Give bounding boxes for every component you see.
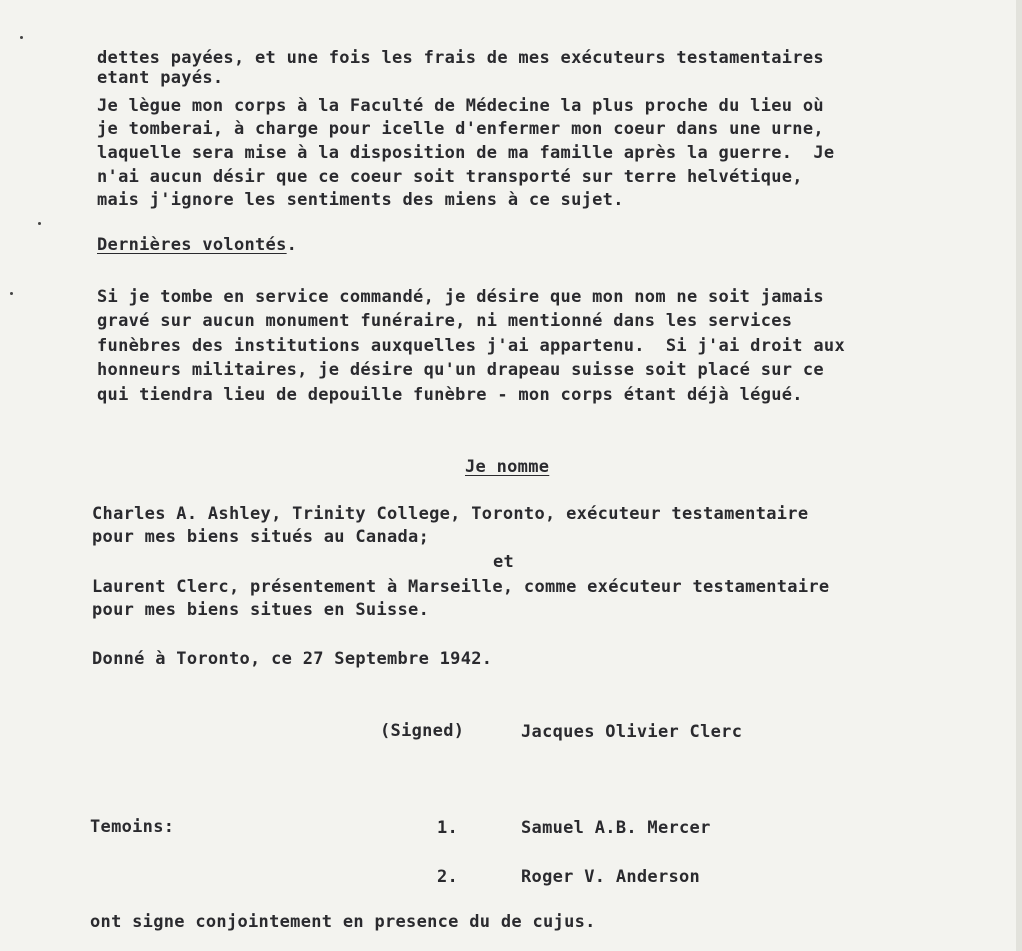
- last-wishes-line: Si je tombe en service commandé, je désire que mon nom ne soit jamais: [97, 287, 824, 307]
- body-line: mais j'ignore les sentiments des miens à ce sujet.: [97, 190, 624, 210]
- witnesses-label: Temoins:: [90, 817, 175, 837]
- body-line: n'ai aucun désir que ce coeur soit transporté sur terre helvétique,: [97, 167, 803, 187]
- body-line: Je lègue mon corps à la Faculté de Médecine la plus proche du lieu où: [97, 96, 824, 116]
- signature-name: Jacques Olivier Clerc: [521, 722, 743, 742]
- witness-name: Roger V. Anderson: [521, 867, 701, 887]
- page-edge-shadow: [1016, 0, 1022, 951]
- date-line: Donné à Toronto, ce 27 Septembre 1942.: [92, 649, 493, 669]
- witness-number: 1.: [437, 818, 459, 838]
- body-line: je tomberai, à charge pour icelle d'enfermer mon coeur dans une urne,: [97, 119, 824, 139]
- witness-name: Samuel A.B. Mercer: [521, 818, 711, 838]
- signature-label: (Signed): [380, 721, 465, 741]
- witness-number: 2.: [437, 867, 459, 887]
- executor-canada-line: Charles A. Ashley, Trinity College, Toronto, exécuteur testamentaire: [92, 504, 809, 524]
- section-heading-appointment: Je nomme: [465, 457, 550, 477]
- last-wishes-line: gravé sur aucun monument funéraire, ni mentionné dans les services: [97, 311, 793, 331]
- last-wishes-line: funèbres des institutions auxquelles j'ai appartenu. Si j'ai droit aux: [97, 336, 845, 356]
- body-line: dettes payées, et une fois les frais de mes exécuteurs testamentaires: [97, 48, 824, 68]
- last-wishes-line: qui tiendra lieu de depouille funèbre - mon corps étant déjà légué.: [97, 385, 803, 405]
- last-wishes-heading-suffix: .: [286, 235, 298, 255]
- scan-speck: [38, 222, 41, 225]
- conjunction-et: et: [493, 552, 515, 572]
- last-wishes-heading-text: Dernières volontés: [97, 235, 287, 255]
- executor-switzerland-line: Laurent Clerc, présentement à Marseille, comme exécuteur testamentaire: [92, 577, 830, 597]
- body-line: etant payés.: [97, 68, 224, 88]
- last-wishes-line: honneurs militaires, je désire qu'un drapeau suisse soit placé sur ce: [97, 360, 824, 380]
- executor-canada-line: pour mes biens situés au Canada;: [92, 527, 430, 547]
- scan-speck: [10, 292, 13, 295]
- body-line: laquelle sera mise à la disposition de ma famille après la guerre. Je: [97, 143, 835, 163]
- executor-switzerland-line: pour mes biens situes en Suisse.: [92, 600, 430, 620]
- scan-speck: [20, 36, 23, 39]
- witnesses-closing-line: ont signe conjointement en presence du de cujus.: [90, 912, 596, 932]
- section-heading-last-wishes: [97, 235, 297, 255]
